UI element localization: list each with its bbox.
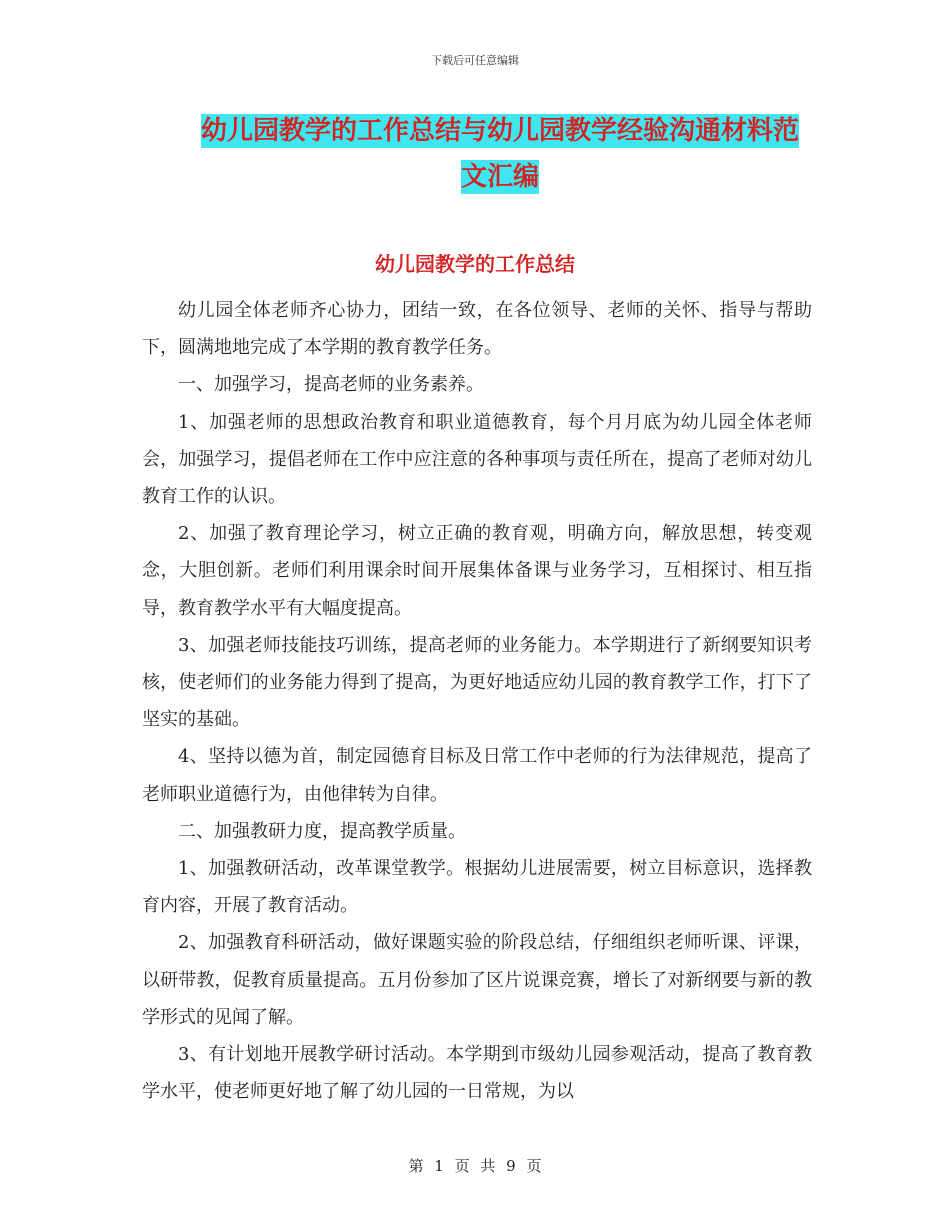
paragraph: 2、加强教育科研活动，做好课题实验的阶段总结，仔细组织老师听课、评课，以研带教，促教育质量提高。五月份参加了区片说课竞赛，增长了对新纲要与新的教学形式的见闻了解。 [142, 932, 812, 1028]
document-title [150, 108, 850, 200]
paragraph: 3、加强老师技能技巧训练，提高老师的业务能力。本学期进行了新纲要知识考核，使老师们的业务能力得到了提高，为更好地适应幼儿园的教育教学工作，打下了坚实的基础。 [142, 634, 812, 731]
paragraph: 2、加强了教育理论学习，树立正确的教育观，明确方向，解放思想，转变观念，大胆创新。老师们利用课余时间开展集体备课与业务学习，互相探讨、相互指导，教育教学水平有大幅度提高。 [142, 523, 812, 619]
paragraph: 幼儿园全体老师齐心协力，团结一致，在各位领导、老师的关怀、指导与帮助下，圆满地地完成了本学期的教育教学任务。 [142, 300, 812, 359]
page-header-note: 下载后可任意编辑 [431, 54, 519, 67]
paragraph: 3、有计划地开展教学研讨活动。本学期到市级幼儿园参观活动，提高了教育教学水平，使老师更好地了解了幼儿园的一日常规，为以 [142, 1044, 812, 1103]
paragraph: 4、坚持以德为首，制定园德育目标及日常工作中老师的行为法律规范，提高了老师职业道德行为，由他律转为自律。 [142, 746, 812, 805]
section-heading: 幼儿园教学的工作总结 [375, 252, 575, 276]
paragraph: 一、加强学习，提高老师的业务素养。 [178, 374, 484, 396]
paragraph: 1、加强老师的思想政治教育和职业道德教育，每个月月底为幼儿园全体老师会，加强学习，提倡老师在工作中应注意的各种事项与责任所在，提高了老师对幼儿教育工作的认识。 [142, 411, 812, 508]
document-title-line-1: 幼儿园教学的工作总结与幼儿园教学经验沟通材料范 [200, 116, 799, 146]
document-title-line-2: 文汇编 [460, 162, 539, 192]
paragraph: 1、加强教研活动，改革课堂教学。根据幼儿进展需要，树立目标意识，选择教育内容，开展了教育活动。 [142, 858, 812, 917]
document-body [142, 292, 812, 1110]
page-number-footer: 第 1 页 共 9 页 [408, 1157, 542, 1175]
paragraph: 二、加强教研力度，提高教学质量。 [178, 820, 466, 842]
